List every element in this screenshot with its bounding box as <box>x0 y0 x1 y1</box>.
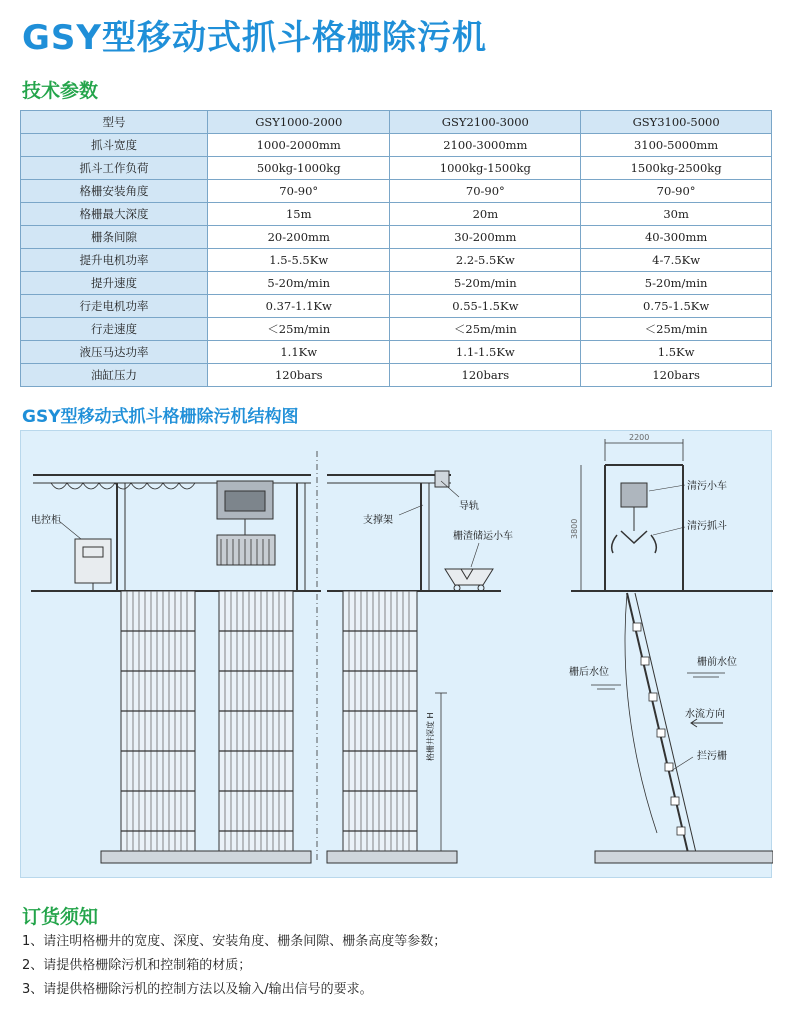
row-label: 提升电机功率 <box>21 249 208 272</box>
table-cell: 1.5-5.5Kw <box>208 249 390 272</box>
label-well-depth: 格栅井深度 H <box>426 712 435 761</box>
table-cell: ＜25m/min <box>208 318 390 341</box>
table-cell: 30m <box>581 203 772 226</box>
label-guide-rail: 导轨 <box>459 501 479 512</box>
row-label: 抓斗宽度 <box>21 134 208 157</box>
table-cell: 70-90° <box>581 180 772 203</box>
table-cell: 70-90° <box>390 180 581 203</box>
table-cell: 5-20m/min <box>581 272 772 295</box>
table-row <box>21 272 772 295</box>
side-view <box>571 439 773 863</box>
side-cart-shape <box>621 483 647 507</box>
section-tech-params: 技术参数 <box>22 80 99 102</box>
table-cell: 2100-3000mm <box>390 134 581 157</box>
col-header-gsy3100: GSY3100-5000 <box>581 111 772 134</box>
table-cell: 20-200mm <box>208 226 390 249</box>
table-row <box>21 134 772 157</box>
table-cell: 1000-2000mm <box>208 134 390 157</box>
table-row <box>21 295 772 318</box>
table-row <box>21 318 772 341</box>
label-rear-water-level: 栅后水位 <box>569 667 609 678</box>
left-gantry <box>31 475 321 863</box>
table-cell: 0.37-1.1Kw <box>208 295 390 318</box>
table-row <box>21 364 772 387</box>
label-dim-width: 2200 <box>629 433 650 442</box>
middle-gantry <box>327 471 501 863</box>
list-item: 2、请提供格栅除污机和控制箱的材质； <box>22 958 252 973</box>
table-cell: 70-90° <box>208 180 390 203</box>
table-cell: ＜25m/min <box>390 318 581 341</box>
table-row <box>21 203 772 226</box>
table-row <box>21 249 772 272</box>
structure-diagram <box>20 430 772 878</box>
table-cell: 0.55-1.5Kw <box>390 295 581 318</box>
table-cell: 120bars <box>390 364 581 387</box>
col-header-gsy2100: GSY2100-3000 <box>390 111 581 134</box>
table-row <box>21 341 772 364</box>
label-support-frame: 支撑架 <box>363 515 393 526</box>
section-structure-diagram: GSY型移动式抓斗格栅除污机结构图 <box>22 407 299 427</box>
table-row <box>21 157 772 180</box>
table-cell: 5-20m/min <box>208 272 390 295</box>
row-label: 油缸压力 <box>21 364 208 387</box>
table-row <box>21 180 772 203</box>
list-item: 1、请注明格栅井的宽度、深度、安装角度、栅条间隙、栅条高度等参数； <box>22 934 447 949</box>
table-cell: 120bars <box>581 364 772 387</box>
label-cleaning-cart: 清污小车 <box>687 481 727 492</box>
table-cell: ＜25m/min <box>581 318 772 341</box>
row-label: 液压马达功率 <box>21 341 208 364</box>
table-cell: 40-300mm <box>581 226 772 249</box>
label-trash-rack: 拦污栅 <box>697 751 727 762</box>
row-label: 行走速度 <box>21 318 208 341</box>
table-header-row <box>21 111 772 134</box>
col-header-gsy1000: GSY1000-2000 <box>208 111 390 134</box>
control-cabinet-shape <box>75 539 111 583</box>
table-cell: 20m <box>390 203 581 226</box>
table-cell: 5-20m/min <box>390 272 581 295</box>
order-notes-list <box>22 930 446 1002</box>
label-front-water-level: 栅前水位 <box>697 657 737 668</box>
row-label: 抓斗工作负荷 <box>21 157 208 180</box>
section-order-notes: 订货须知 <box>22 906 99 928</box>
row-label: 提升速度 <box>21 272 208 295</box>
slag-cart-shape <box>445 569 493 585</box>
table-cell: 1000kg-1500kg <box>390 157 581 180</box>
label-cleaning-grab: 清污抓斗 <box>687 521 727 532</box>
params-table <box>20 110 772 387</box>
table-cell: 3100-5000mm <box>581 134 772 157</box>
list-item: 3、请提供格栅除污机的控制方法以及输入/输出信号的要求。 <box>22 982 373 997</box>
table-cell: 30-200mm <box>390 226 581 249</box>
structure-drawing <box>21 431 773 879</box>
table-cell: 0.75-1.5Kw <box>581 295 772 318</box>
row-label: 行走电机功率 <box>21 295 208 318</box>
table-cell: 1500kg-2500kg <box>581 157 772 180</box>
table-cell: 120bars <box>208 364 390 387</box>
table-cell: 1.1Kw <box>208 341 390 364</box>
row-label: 格栅安装角度 <box>21 180 208 203</box>
table-cell: 2.2-5.5Kw <box>390 249 581 272</box>
label-dim-height: 3800 <box>570 518 579 539</box>
table-cell: 1.1-1.5Kw <box>390 341 581 364</box>
table-cell: 15m <box>208 203 390 226</box>
table-row <box>21 226 772 249</box>
label-control-cabinet: 电控柜 <box>31 515 61 526</box>
label-flow-direction: 水流方向 <box>685 709 725 720</box>
page-title: GSY型移动式抓斗格栅除污机 <box>22 18 488 58</box>
table-cell: 1.5Kw <box>581 341 772 364</box>
table-cell: 4-7.5Kw <box>581 249 772 272</box>
row-label: 格栅最大深度 <box>21 203 208 226</box>
label-slag-cart: 栅渣储运小车 <box>453 531 513 542</box>
grab-shape <box>217 535 275 565</box>
row-label: 栅条间隙 <box>21 226 208 249</box>
table-cell: 500kg-1000kg <box>208 157 390 180</box>
col-header-model: 型号 <box>21 111 208 134</box>
